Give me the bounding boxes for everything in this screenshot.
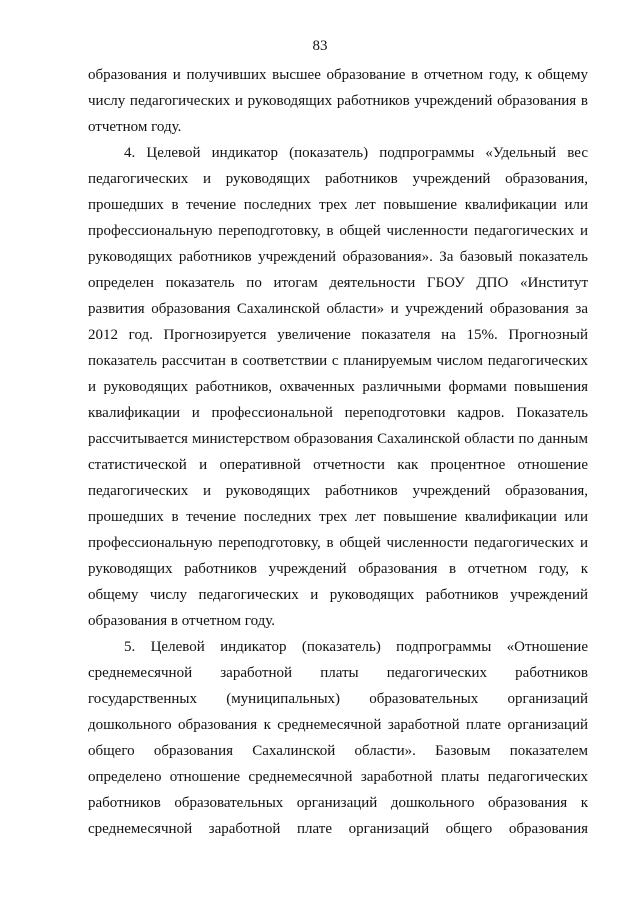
text-line: образования и получивших высшее образование в отчетном году, к общему: [88, 67, 588, 83]
text-line: 5. Целевой индикатор (показатель) подпрограммы «Отношение: [124, 639, 588, 655]
text-line: дошкольного образования к среднемесячной заработной плате организаций: [88, 717, 588, 733]
text-line: профессиональную переподготовку, в общей численности педагогических и: [88, 535, 588, 551]
text-line: 2012 год. Прогнозируется увеличение показателя на 15%. Прогнозный: [88, 327, 588, 343]
text-line: руководящих работников учреждений образования». За базовый показатель: [88, 249, 588, 265]
text-line: общего образования Сахалинской области». Базовым показателем: [88, 743, 588, 759]
text-line: квалификации и профессиональной переподготовки кадров. Показатель: [88, 405, 588, 421]
text-line: статистической и оперативной отчетности как процентное отношение: [88, 457, 588, 473]
text-line: государственных (муниципальных) образовательных организаций: [88, 691, 588, 707]
text-line: образования в отчетном году.: [88, 613, 276, 629]
text-line: среднемесячной заработной плате организаций общего образования: [88, 821, 588, 837]
text-line: 4. Целевой индикатор (показатель) подпрограммы «Удельный вес: [124, 145, 588, 161]
text-line: отчетном году.: [88, 119, 182, 135]
text-line: прошедших в течение последних трех лет повышение квалификации или: [88, 197, 588, 213]
text-line: развития образования Сахалинской области» и учреждений образования за: [88, 301, 588, 317]
text-line: определено отношение среднемесячной заработной платы педагогических: [88, 769, 588, 785]
page-number: 83: [312, 38, 328, 54]
body-text: [88, 62, 588, 842]
text-line: профессиональную переподготовку, в общей численности педагогических и: [88, 223, 588, 239]
text-line: определен показатель по итогам деятельности ГБОУ ДПО «Институт: [88, 275, 588, 291]
text-line: педагогических и руководящих работников учреждений образования,: [88, 171, 588, 187]
text-line: работников образовательных организаций дошкольного образования к: [88, 795, 588, 811]
text-line: руководящих работников учреждений образования в отчетном году, к: [88, 561, 588, 577]
text-line: общему числу педагогических и руководящих работников учреждений: [88, 587, 588, 603]
text-line: среднемесячной заработной платы педагогических работников: [88, 665, 588, 681]
text-line: числу педагогических и руководящих работников учреждений образования в: [88, 93, 588, 109]
text-line: педагогических и руководящих работников учреждений образования,: [88, 483, 588, 499]
text-line: прошедших в течение последних трех лет повышение квалификации или: [88, 509, 588, 525]
text-line: рассчитывается министерством образования Сахалинской области по данным: [88, 431, 588, 447]
text-line: показатель рассчитан в соответствии с планируемым числом педагогических: [88, 353, 588, 369]
text-line: и руководящих работников, охваченных различными формами повышения: [88, 379, 588, 395]
